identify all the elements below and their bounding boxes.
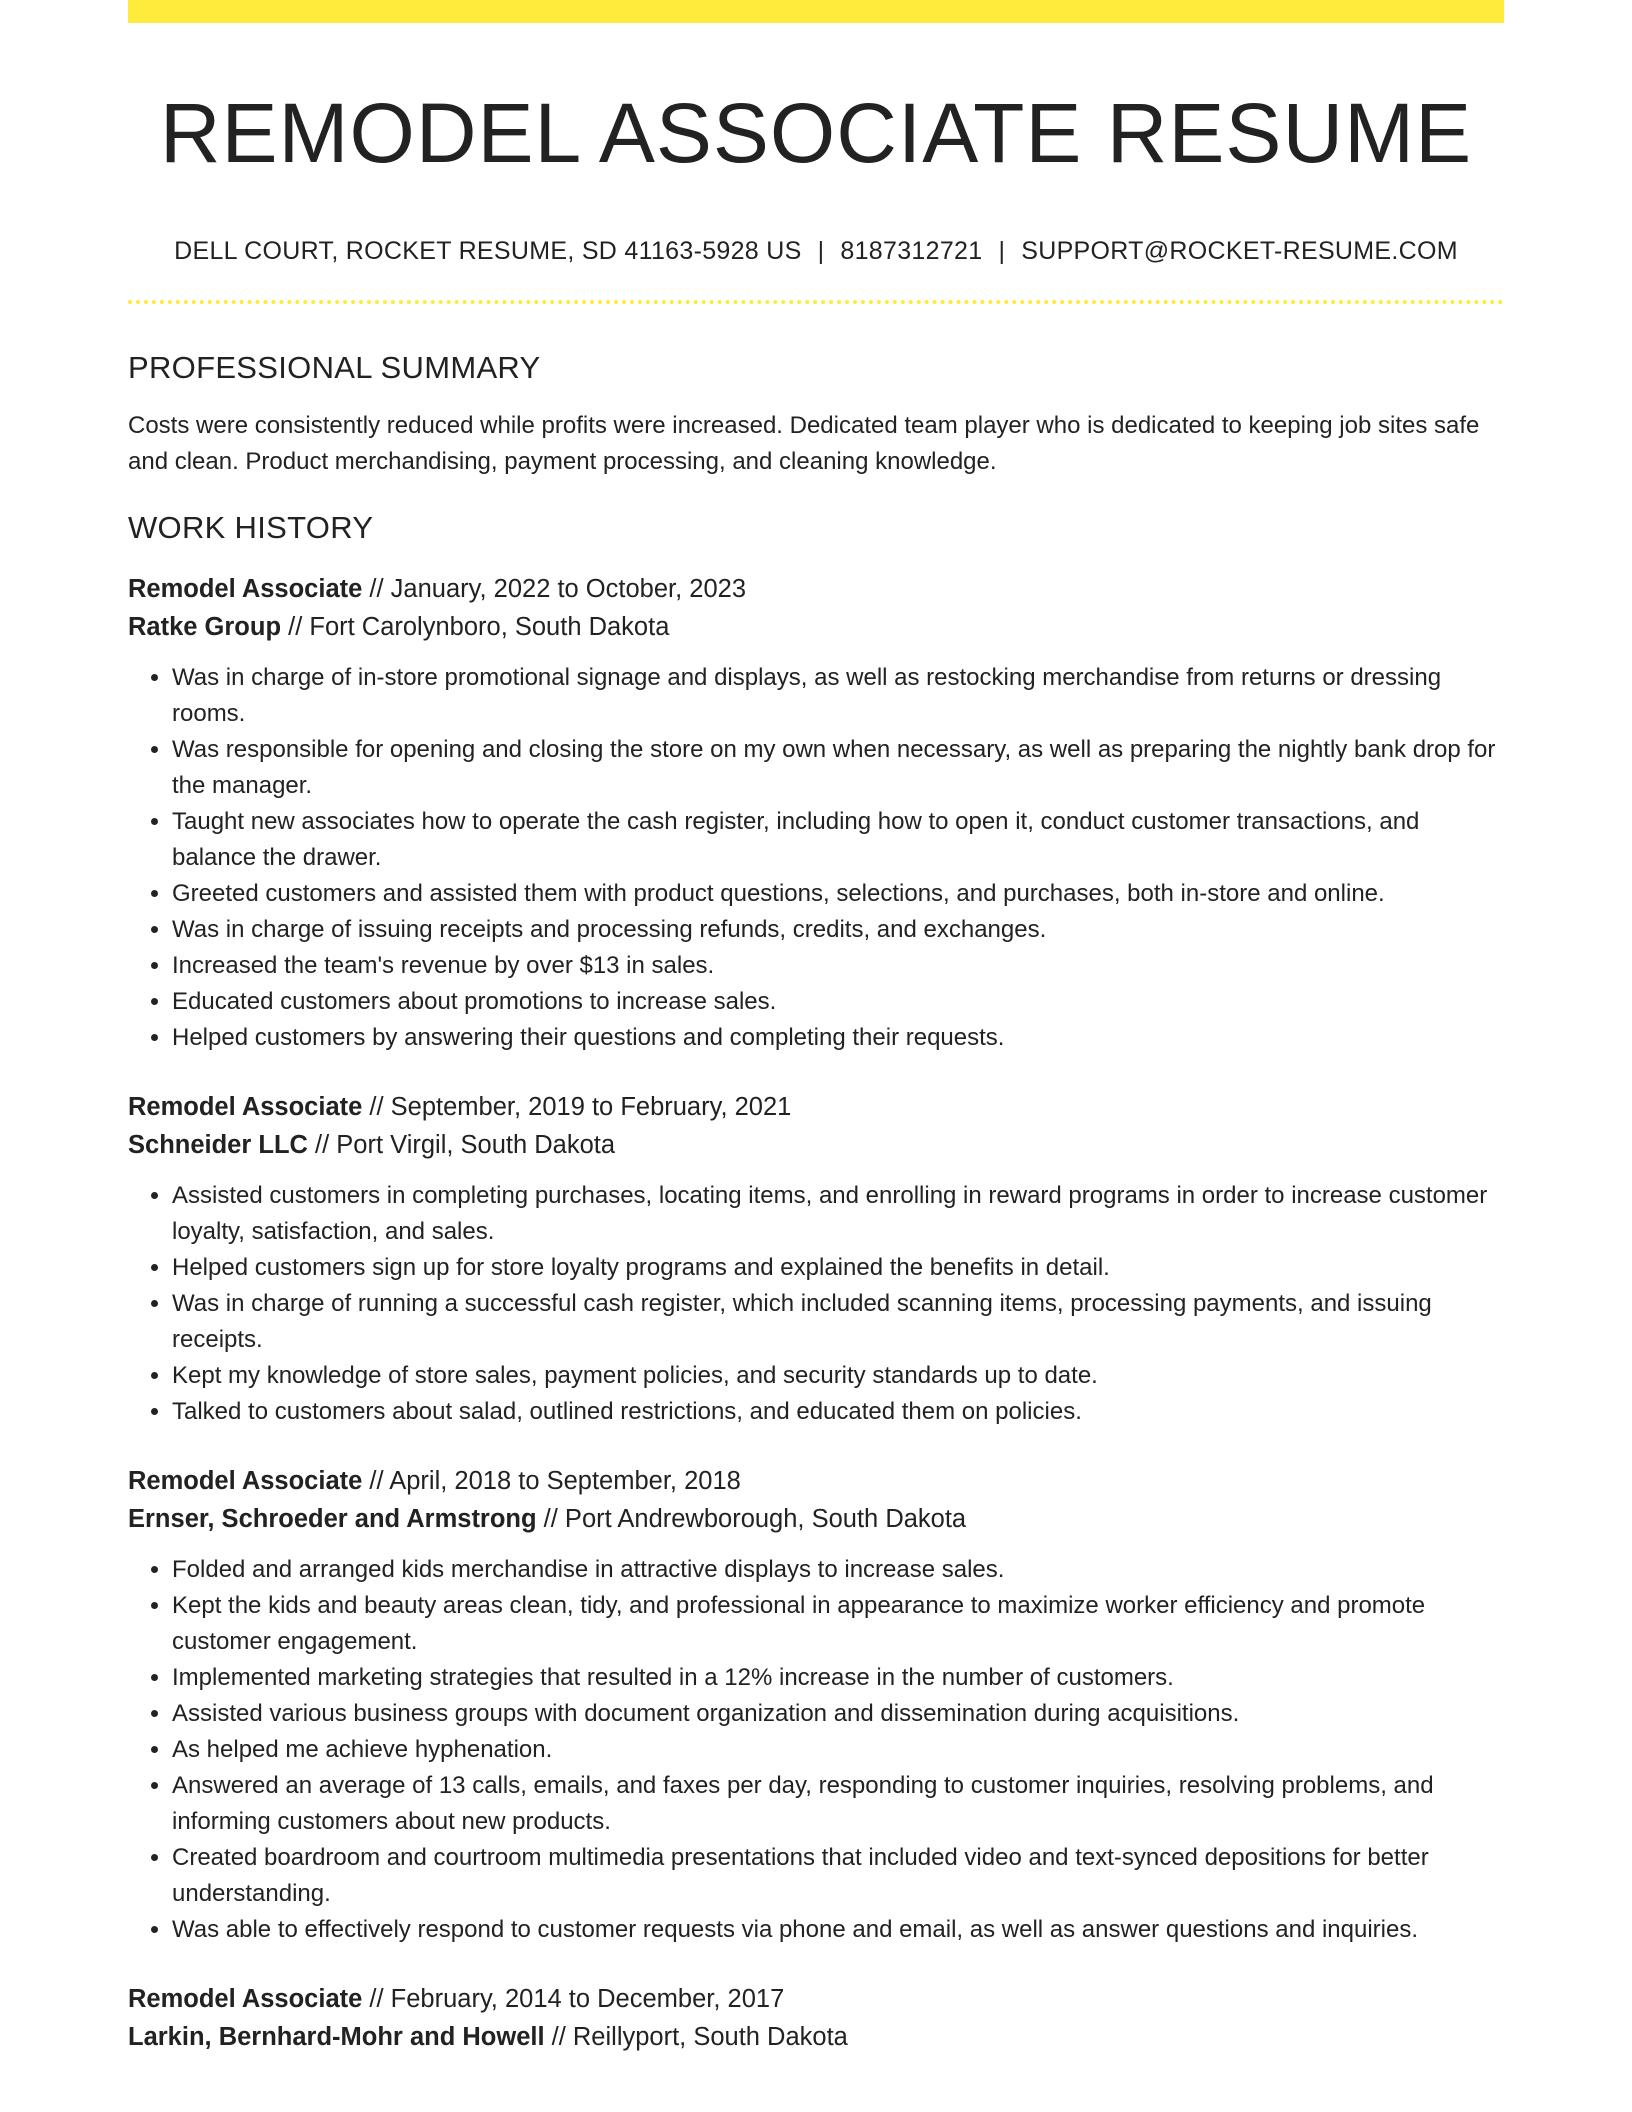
job-bullet: • Kept my knowledge of store sales, payment policies, and security standards up to date.: [172, 1358, 1504, 1394]
job-dates: // April, 2018 to September, 2018: [362, 1467, 741, 1496]
job-dates: // February, 2014 to December, 2017: [362, 1985, 785, 2014]
job-bullet: • Was in charge of in-store promotional signage and displays, as well as restocking merchandise from returns or dressing rooms.: [172, 660, 1504, 732]
job-bullet: • Created boardroom and courtroom multimedia presentations that included video and text-synced depositions for better understanding.: [172, 1840, 1504, 1912]
job-entry: [128, 1088, 1504, 1430]
job-company: Ernser, Schroeder and Armstrong: [128, 1505, 537, 1534]
job-role: Remodel Associate: [128, 1467, 363, 1496]
job-bullet: • Was in charge of issuing receipts and processing refunds, credits, and exchanges.: [172, 912, 1504, 948]
job-location: // Fort Carolynboro, South Dakota: [281, 613, 670, 642]
job-bullet: • Greeted customers and assisted them with product questions, selections, and purchases, both in-store and online.: [172, 876, 1504, 912]
job-company-line: [128, 1126, 1504, 1164]
accent-top-bar: [128, 0, 1504, 23]
contact-email: SUPPORT@ROCKET-RESUME.COM: [1021, 237, 1458, 266]
contact-separator: |: [998, 237, 1006, 266]
job-entry: [128, 570, 1504, 1056]
job-bullet: • Assisted customers in completing purchases, locating items, and enrolling in reward programs in order to increase customer loyalty, satisfaction, and sales.: [172, 1178, 1504, 1250]
job-bullet: • Helped customers sign up for store loyalty programs and explained the benefits in detail.: [172, 1250, 1504, 1286]
job-bullets: [128, 1552, 1504, 1948]
contact-line: [128, 237, 1504, 266]
job-title-line: [128, 570, 1504, 608]
job-company: Schneider LLC: [128, 1131, 308, 1160]
contact-separator: |: [817, 237, 825, 266]
job-location: // Port Andrewborough, South Dakota: [536, 1505, 967, 1534]
job-dates: // January, 2022 to October, 2023: [362, 575, 747, 604]
job-bullet: • As helped me achieve hyphenation.: [172, 1732, 1504, 1768]
job-company-line: [128, 1500, 1504, 1538]
job-bullet: • Folded and arranged kids merchandise in attractive displays to increase sales.: [172, 1552, 1504, 1588]
contact-phone: 8187312721: [840, 237, 983, 266]
job-bullet: • Talked to customers about salad, outlined restrictions, and educated them on policies.: [172, 1394, 1504, 1430]
job-company: Larkin, Bernhard-Mohr and Howell: [128, 2023, 545, 2052]
job-company-line: [128, 2018, 1504, 2056]
job-company: Ratke Group: [128, 613, 282, 642]
resume-title: REMODEL ASSOCIATE RESUME: [159, 86, 1473, 180]
job-bullets: [128, 660, 1504, 1056]
job-title-line: [128, 1462, 1504, 1500]
work-history-heading: WORK HISTORY: [128, 510, 374, 546]
job-dates: // September, 2019 to February, 2021: [362, 1093, 792, 1122]
job-bullet: • Helped customers by answering their questions and completing their requests.: [172, 1020, 1504, 1056]
job-title-line: [128, 1088, 1504, 1126]
summary-heading: PROFESSIONAL SUMMARY: [128, 350, 541, 386]
job-bullet: • Was able to effectively respond to customer requests via phone and email, as well as answer questions and inquiries.: [172, 1912, 1504, 1948]
job-location: // Reillyport, South Dakota: [544, 2023, 848, 2052]
job-bullet: • Educated customers about promotions to increase sales.: [172, 984, 1504, 1020]
dotted-divider: [128, 300, 1504, 304]
job-bullet: • Implemented marketing strategies that resulted in a 12% increase in the number of customers.: [172, 1660, 1504, 1696]
job-entry: [128, 1980, 1504, 2056]
job-role: Remodel Associate: [128, 575, 363, 604]
job-bullet: • Assisted various business groups with document organization and dissemination during acquisitions.: [172, 1696, 1504, 1732]
job-bullet: • Taught new associates how to operate the cash register, including how to open it, conduct customer transactions, and balance the drawer.: [172, 804, 1504, 876]
resume-page: [128, 0, 1504, 2112]
job-bullet: • Answered an average of 13 calls, emails, and faxes per day, responding to customer inquiries, resolving problems, and informing customers about new products.: [172, 1768, 1504, 1840]
job-role: Remodel Associate: [128, 1985, 363, 2014]
job-title-line: [128, 1980, 1504, 2018]
job-bullet: • Was in charge of running a successful cash register, which included scanning items, processing payments, and issuing receipts.: [172, 1286, 1504, 1358]
job-bullet: • Increased the team's revenue by over $13 in sales.: [172, 948, 1504, 984]
job-location: // Port Virgil, South Dakota: [307, 1131, 616, 1160]
work-history-list: [128, 570, 1504, 2056]
job-company-line: [128, 608, 1504, 646]
job-bullet: • Kept the kids and beauty areas clean, tidy, and professional in appearance to maximize worker efficiency and promote customer engagement.: [172, 1588, 1504, 1660]
job-bullets: [128, 1178, 1504, 1430]
summary-text: Costs were consistently reduced while profits were increased. Dedicated team player who is dedicated to keeping job sites safe and clean. Product merchandising, payment processing, and cleaning knowledge.: [128, 412, 1480, 476]
job-entry: [128, 1462, 1504, 1948]
contact-address: DELL COURT, ROCKET RESUME, SD 41163-5928 US: [174, 237, 802, 266]
job-bullet: • Was responsible for opening and closing the store on my own when necessary, as well as preparing the nightly bank drop for the manager.: [172, 732, 1504, 804]
job-role: Remodel Associate: [128, 1093, 363, 1122]
